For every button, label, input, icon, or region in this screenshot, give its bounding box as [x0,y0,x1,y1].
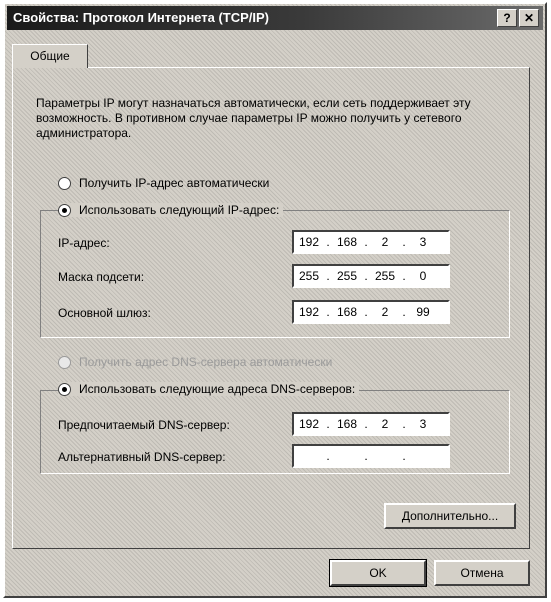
title-bar[interactable] [7,6,543,30]
octet: 2 [381,235,389,249]
octet-dot: . [402,269,406,283]
octet: 2 [381,417,389,431]
ip-address-field[interactable] [292,230,450,254]
octet: 3 [419,235,427,249]
radio-dns-manual[interactable] [58,383,71,396]
octet-dot: . [402,449,406,463]
subnet-mask-field[interactable] [292,264,450,288]
octet: 168 [336,417,358,431]
radio-dns-manual-label: Использовать следующие адреса DNS-серверов: [79,382,356,396]
octet-dot: . [326,235,330,249]
description-text: Параметры IP могут назначаться автоматически, если сеть поддерживает эту возможность. В противном случае параметры IP можно получить у сетевого администратора. [36,96,471,140]
help-button[interactable]: ? [497,9,517,27]
octet-dot: . [402,235,406,249]
octet-dot: . [326,269,330,283]
octet: 192 [298,235,320,249]
radio-dns-auto-row[interactable] [58,355,332,369]
radio-dns-auto-label: Получить адрес DNS-сервера автоматически [79,355,333,369]
octet-dot: . [364,269,368,283]
close-button[interactable]: ✕ [519,9,539,27]
radio-ip-auto[interactable] [58,177,71,190]
radio-ip-auto-label: Получить IP-адрес автоматически [79,176,270,190]
default-gateway-field[interactable] [292,300,450,324]
octet-dot: . [364,305,368,319]
ok-button[interactable]: OK [330,560,426,586]
radio-ip-manual-label: Использовать следующий IP-адрес: [79,203,280,217]
octet: 3 [419,417,427,431]
octet: 168 [336,305,358,319]
octet: 255 [374,269,396,283]
cancel-button[interactable]: Отмена [434,560,530,586]
octet-dot: . [402,417,406,431]
octet-dot: . [364,417,368,431]
octet: 168 [336,235,358,249]
octet: 99 [416,305,430,319]
radio-ip-manual-row[interactable] [58,203,283,217]
tab-general[interactable]: Общие [12,44,88,68]
subnet-mask-label: Маска подсети: [58,270,145,284]
ip-address-label: IP-адрес: [58,236,110,250]
preferred-dns-field[interactable] [292,412,450,436]
octet-dot: . [326,417,330,431]
octet: 192 [298,417,320,431]
octet-dot: . [402,305,406,319]
preferred-dns-label: Предпочитаемый DNS-сервер: [58,418,230,432]
octet: 192 [298,305,320,319]
alternate-dns-label: Альтернативный DNS-сервер: [58,450,226,464]
default-gateway-label: Основной шлюз: [58,306,151,320]
octet: 255 [336,269,358,283]
octet-dot: . [364,235,368,249]
alternate-dns-field[interactable] [292,444,450,468]
radio-dns-auto[interactable] [58,356,71,369]
octet-dot: . [364,449,368,463]
advanced-button[interactable]: Дополнительно... [384,503,516,529]
octet: 0 [419,269,427,283]
octet: 255 [298,269,320,283]
radio-dns-manual-row[interactable] [58,382,359,396]
octet: 2 [381,305,389,319]
octet-dot: . [326,449,330,463]
radio-ip-auto-row[interactable] [58,176,269,190]
radio-ip-manual[interactable] [58,204,71,217]
octet-dot: . [326,305,330,319]
window-title: Свойства: Протокол Интернета (TCP/IP) [13,10,269,25]
